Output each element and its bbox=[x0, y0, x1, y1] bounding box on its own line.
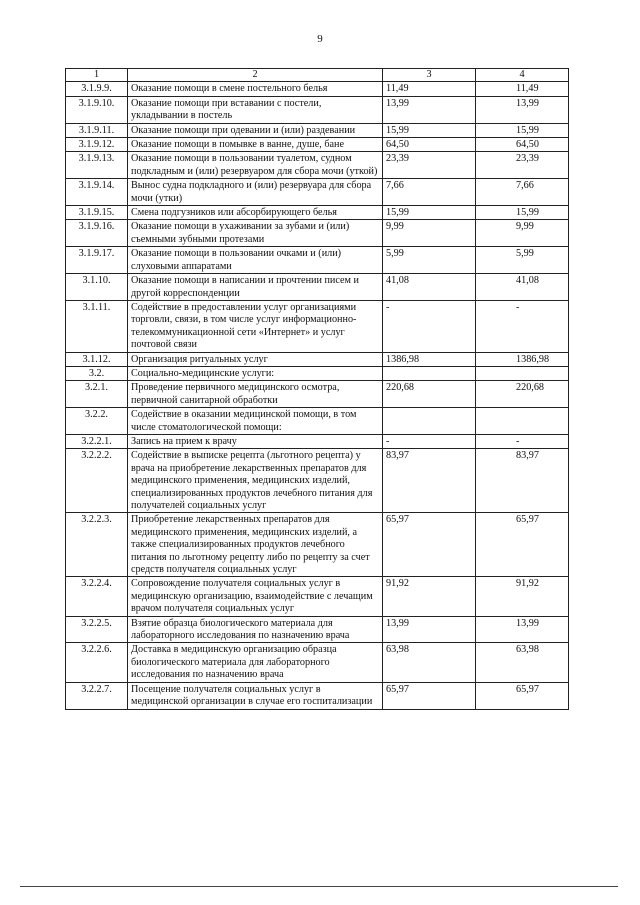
table-row bbox=[66, 206, 569, 220]
row-value-col4: 5,99 bbox=[476, 247, 569, 274]
row-value-col3: 9,99 bbox=[383, 220, 476, 247]
table-row bbox=[66, 152, 569, 179]
table-row bbox=[66, 82, 569, 96]
row-service: Социально-медицинские услуги: bbox=[128, 366, 383, 380]
row-service: Посещение получателя социальных услуг в медицинской организации в случае его госпитализации bbox=[128, 682, 383, 709]
table-row bbox=[66, 366, 569, 380]
row-code: 3.2.2.6. bbox=[66, 643, 128, 682]
table-header-row bbox=[66, 69, 569, 82]
row-code: 3.1.9.9. bbox=[66, 82, 128, 96]
row-code: 3.1.10. bbox=[66, 274, 128, 301]
row-code: 3.1.9.14. bbox=[66, 179, 128, 206]
row-service: Оказание помощи в смене постельного белья bbox=[128, 82, 383, 96]
row-code: 3.2.2.4. bbox=[66, 577, 128, 616]
row-service: Доставка в медицинскую организацию образца биологического материала для лабораторного исследования по назначению врача bbox=[128, 643, 383, 682]
table-row bbox=[66, 300, 569, 352]
row-service: Оказание помощи в помывке в ванне, душе, бане bbox=[128, 138, 383, 152]
row-value-col3: 91,92 bbox=[383, 577, 476, 616]
header-col-1: 1 bbox=[66, 69, 128, 82]
row-value-col3: 63,98 bbox=[383, 643, 476, 682]
table-row bbox=[66, 434, 569, 448]
row-value-col4: - bbox=[476, 434, 569, 448]
row-value-col3 bbox=[383, 408, 476, 435]
row-value-col3: 11,49 bbox=[383, 82, 476, 96]
row-code: 3.1.9.13. bbox=[66, 152, 128, 179]
row-value-col4: - bbox=[476, 300, 569, 352]
table-row bbox=[66, 682, 569, 709]
row-code: 3.1.9.12. bbox=[66, 138, 128, 152]
row-service: Оказание помощи в пользовании туалетом, судном подкладным и (или) резервуаром для сбора мочи (уткой) bbox=[128, 152, 383, 179]
row-value-col3: 15,99 bbox=[383, 123, 476, 137]
row-value-col3: 41,08 bbox=[383, 274, 476, 301]
row-code: 3.1.9.17. bbox=[66, 247, 128, 274]
row-code: 3.2. bbox=[66, 366, 128, 380]
row-value-col4: 65,97 bbox=[476, 682, 569, 709]
row-value-col3: 65,97 bbox=[383, 682, 476, 709]
table-row bbox=[66, 513, 569, 577]
row-code: 3.1.9.10. bbox=[66, 96, 128, 123]
row-value-col3: 13,99 bbox=[383, 96, 476, 123]
row-service: Содействие в выписке рецепта (льготного рецепта) у врача на приобретение лекарственных препаратов для медицинского применения, медицинских изделий, специализированных продуктов лечебного питания для получателей социальных услуг bbox=[128, 449, 383, 513]
row-service: Проведение первичного медицинского осмотра, первичной санитарной обработки bbox=[128, 381, 383, 408]
header-col-3: 3 bbox=[383, 69, 476, 82]
row-value-col4: 83,97 bbox=[476, 449, 569, 513]
services-table bbox=[65, 68, 569, 710]
table-row bbox=[66, 96, 569, 123]
row-code: 3.1.9.16. bbox=[66, 220, 128, 247]
row-service: Оказание помощи при вставании с постели, укладывании в постель bbox=[128, 96, 383, 123]
bottom-rule bbox=[20, 886, 618, 887]
table-row bbox=[66, 381, 569, 408]
row-value-col3: - bbox=[383, 300, 476, 352]
row-service: Взятие образца биологического материала для лабораторного исследования по назначению врача bbox=[128, 616, 383, 643]
row-service: Оказание помощи при одевании и (или) раздевании bbox=[128, 123, 383, 137]
table-row bbox=[66, 352, 569, 366]
row-service: Оказание помощи в пользовании очками и (или) слуховыми аппаратами bbox=[128, 247, 383, 274]
row-value-col4: 1386,98 bbox=[476, 352, 569, 366]
table-row bbox=[66, 247, 569, 274]
row-code: 3.2.2.2. bbox=[66, 449, 128, 513]
row-code: 3.1.9.15. bbox=[66, 206, 128, 220]
page-number: 9 bbox=[317, 33, 323, 45]
row-value-col3: 13,99 bbox=[383, 616, 476, 643]
table-row bbox=[66, 449, 569, 513]
row-value-col4: 65,97 bbox=[476, 513, 569, 577]
row-code: 3.2.1. bbox=[66, 381, 128, 408]
row-value-col4: 63,98 bbox=[476, 643, 569, 682]
row-value-col3: 15,99 bbox=[383, 206, 476, 220]
table-row bbox=[66, 179, 569, 206]
row-service: Содействие в предоставлении услуг организациями торговли, связи, в том числе услуг информационно-телекоммуникационной сети «Интернет» и услуг почтовой связи bbox=[128, 300, 383, 352]
row-value-col4: 64,50 bbox=[476, 138, 569, 152]
header-col-4: 4 bbox=[476, 69, 569, 82]
table-row bbox=[66, 123, 569, 137]
row-value-col3: 65,97 bbox=[383, 513, 476, 577]
table-row bbox=[66, 408, 569, 435]
row-code: 3.2.2. bbox=[66, 408, 128, 435]
row-value-col3: 23,39 bbox=[383, 152, 476, 179]
table-row bbox=[66, 138, 569, 152]
row-value-col4: 11,49 bbox=[476, 82, 569, 96]
row-value-col3: 64,50 bbox=[383, 138, 476, 152]
row-value-col4: 13,99 bbox=[476, 616, 569, 643]
row-service: Вынос судна подкладного и (или) резервуара для сбора мочи (утки) bbox=[128, 179, 383, 206]
row-service: Запись на прием к врачу bbox=[128, 434, 383, 448]
row-value-col4: 91,92 bbox=[476, 577, 569, 616]
table-body bbox=[66, 82, 569, 709]
row-value-col3: 7,66 bbox=[383, 179, 476, 206]
table-row bbox=[66, 274, 569, 301]
row-value-col4 bbox=[476, 366, 569, 380]
header-col-2: 2 bbox=[128, 69, 383, 82]
row-code: 3.2.2.1. bbox=[66, 434, 128, 448]
row-service: Приобретение лекарственных препаратов для медицинского применения, медицинских изделий, а также специализированных продуктов лечебного питания по льготному рецепту либо по рецепту за счет средств получателя социальных услуг bbox=[128, 513, 383, 577]
row-value-col3: - bbox=[383, 434, 476, 448]
table-row bbox=[66, 643, 569, 682]
row-value-col3: 1386,98 bbox=[383, 352, 476, 366]
row-code: 3.1.12. bbox=[66, 352, 128, 366]
row-value-col3: 5,99 bbox=[383, 247, 476, 274]
row-value-col3: 220,68 bbox=[383, 381, 476, 408]
row-code: 3.2.2.7. bbox=[66, 682, 128, 709]
row-value-col4: 9,99 bbox=[476, 220, 569, 247]
row-code: 3.1.11. bbox=[66, 300, 128, 352]
table-row bbox=[66, 616, 569, 643]
row-code: 3.1.9.11. bbox=[66, 123, 128, 137]
row-value-col4: 15,99 bbox=[476, 123, 569, 137]
row-service: Оказание помощи в ухаживании за зубами и (или) съемными зубными протезами bbox=[128, 220, 383, 247]
row-service: Сопровождение получателя социальных услуг в медицинскую организацию, взаимодействие с лечащим врачом получателя социальных услуг bbox=[128, 577, 383, 616]
table-row bbox=[66, 220, 569, 247]
row-value-col4: 220,68 bbox=[476, 381, 569, 408]
row-code: 3.2.2.3. bbox=[66, 513, 128, 577]
row-value-col4: 15,99 bbox=[476, 206, 569, 220]
row-value-col4: 41,08 bbox=[476, 274, 569, 301]
row-code: 3.2.2.5. bbox=[66, 616, 128, 643]
row-value-col4: 23,39 bbox=[476, 152, 569, 179]
row-value-col4: 7,66 bbox=[476, 179, 569, 206]
row-value-col4: 13,99 bbox=[476, 96, 569, 123]
row-value-col3 bbox=[383, 366, 476, 380]
row-service: Смена подгузников или абсорбирующего белья bbox=[128, 206, 383, 220]
table-row bbox=[66, 577, 569, 616]
row-service: Организация ритуальных услуг bbox=[128, 352, 383, 366]
row-value-col3: 83,97 bbox=[383, 449, 476, 513]
row-service: Содействие в оказании медицинской помощи, в том числе стоматологической помощи: bbox=[128, 408, 383, 435]
row-value-col4 bbox=[476, 408, 569, 435]
row-service: Оказание помощи в написании и прочтении писем и другой корреспонденции bbox=[128, 274, 383, 301]
